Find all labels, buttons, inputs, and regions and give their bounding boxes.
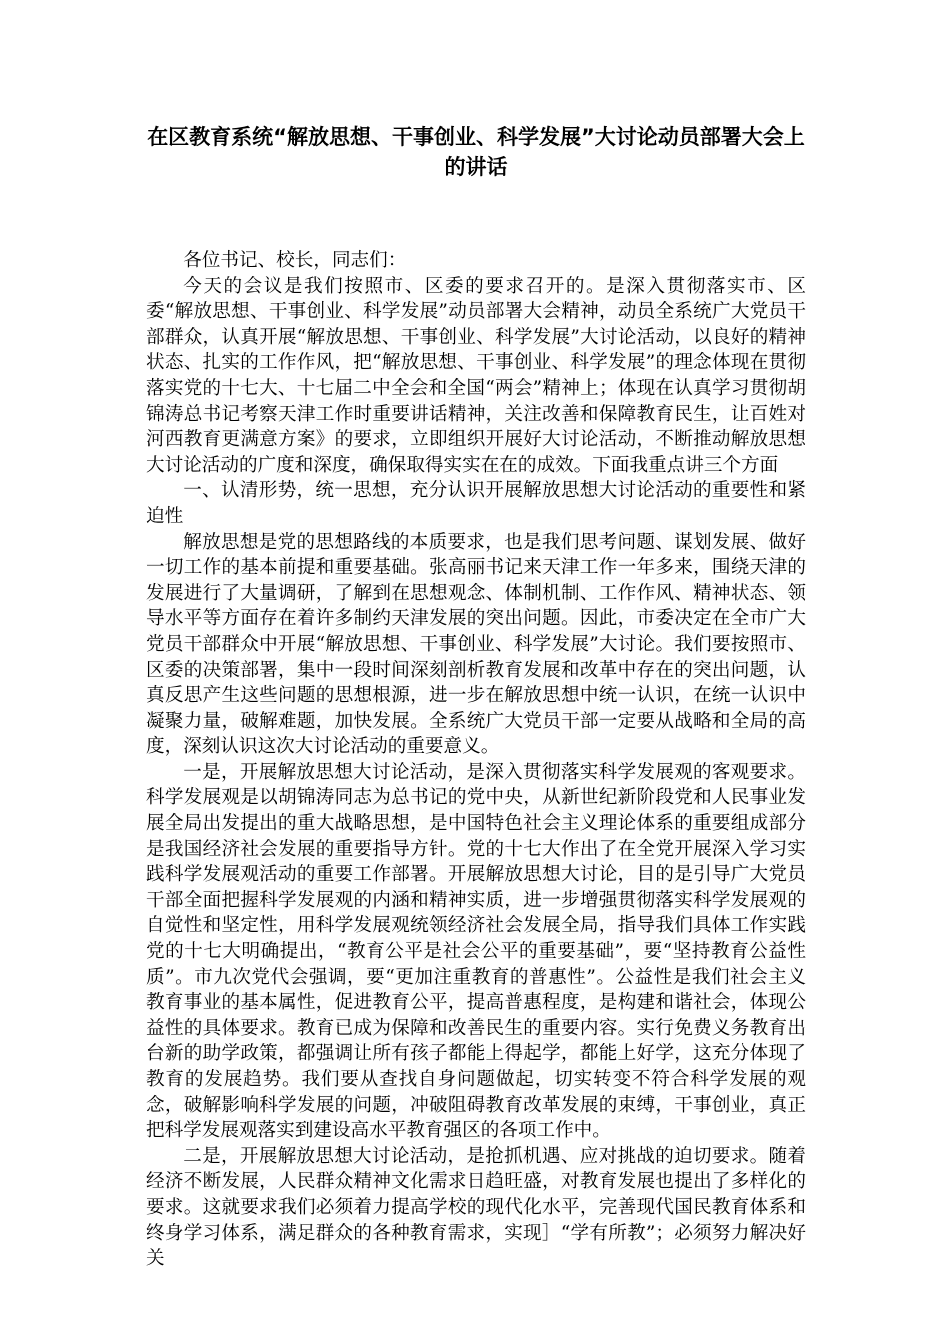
section-heading-1: 一、认清形势，统一思想，充分认识开展解放思想大讨论活动的重要性和紧迫性	[146, 480, 806, 527]
salutation: 各位书记、校长，同志们：	[183, 250, 407, 271]
body-paragraph: 二是，开展解放思想大讨论活动，是抢抓机遇、应对挑战的迫切要求。随着经济不断发展，人民群众精神文化需求日趋旺盛，对教育发展也提出了多样化的要求。这就要求我们必须着力提高学校的现代化水平，完善现代国民教育体系和终身学习体系，满足群众的各种教育需求，实现］“学有所教”；必须努力解决好关	[146, 1145, 806, 1270]
body-paragraph: 一是，开展解放思想大讨论活动，是深入贯彻落实科学发展观的客观要求。科学发展观是以胡锦涛同志为总书记的党中央，从新世纪新阶段党和人民事业发展全局出发提出的重大战略思想，是中国特色社会主义理论体系的重要组成部分是我国经济社会发展的重要指导方针。党的十七大作出了在全党开展深入学习实践科学发展观活动的重要工作部署。开展解放思想大讨论，目的是引导广大党员干部全面把握科学发展观的内涵和精神实质，进一步增强贯彻落实科学发展观的自觉性和坚定性，用科学发展观统领经济社会发展全局，指导我们具体工作实践党的十七大明确提出，“教育公平是社会公平的重要基础”，要“坚持教育公益性质”。市九次党代会强调，要“更加注重教育的普惠性”。公益性是我们社会主义教育事业的基本属性，促进教育公平，提高普惠程度，是构建和谐社会，体现公益性的具体要求。教育已成为保障和改善民生的重要内容。实行免费义务教育出台新的助学政策，都强调让所有孩子都能上得起学，都能上好学，这充分体现了教育的发展趋势。我们要从查找自身问题做起，切实转变不符合科学发展的观念，破解影响科学发展的问题，冲破阻碍教育改革发展的束缚，干事创业，真正把科学发展观落实到建设高水平教育强区的各项工作中。	[146, 761, 806, 1142]
body-paragraph-intro: 今天的会议是我们按照市、区委的要求召开的。是深入贯彻落实市、区委“解放思想、干事创业、科学发展”动员部署大会精神，动员全系统广大党员干部群众，认真开展“解放思想、干事创业、科学发展”大讨论活动，以良好的精神状态、扎实的工作作风，把“解放思想、干事创业、科学发展”的理念体现在贯彻落实党的十七大、十七届二中全会和全国“两会”精神上；体现在认真学习贯彻胡锦涛总书记考察天津工作时重要讲话精神，关注改善和保障教育民生，让百姓对河西教育更满意方案》的要求，立即组织开展好大讨论活动，不断推动解放思想大讨论活动的广度和深度，确保取得实实在在的成效。下面我重点讲三个方面	[146, 275, 806, 476]
body-paragraph: 解放思想是党的思想路线的本质要求，也是我们思考问题、谋划发展、做好一切工作的基本前提和重要基础。张高丽书记来天津工作一年多来，围绕天津的发展进行了大量调研，了解到在思想观念、体制机制、工作作风、精神状态、领导水平等方面存在着许多制约天津发展的突出问题。因此，市委决定在全市广大党员干部群众中开展“解放思想、干事创业、科学发展”大讨论。我们要按照市、区委的决策部署，集中一段时间深刻剖析教育发展和改革中存在的突出问题，认真反思产生这些问题的思想根源，进一步在解放思想中统一认识，在统一认识中凝聚力量，破解难题，加快发展。全系统广大党员干部一定要从战略和全局的高度，深刻认识这次大讨论活动的重要意义。	[146, 531, 806, 758]
document-page	[146, 122, 806, 1272]
document-body	[146, 248, 806, 1272]
document-title: 在区教育系统“解放思想、干事创业、科学发展”大讨论动员部署大会上的讲话	[147, 125, 805, 179]
